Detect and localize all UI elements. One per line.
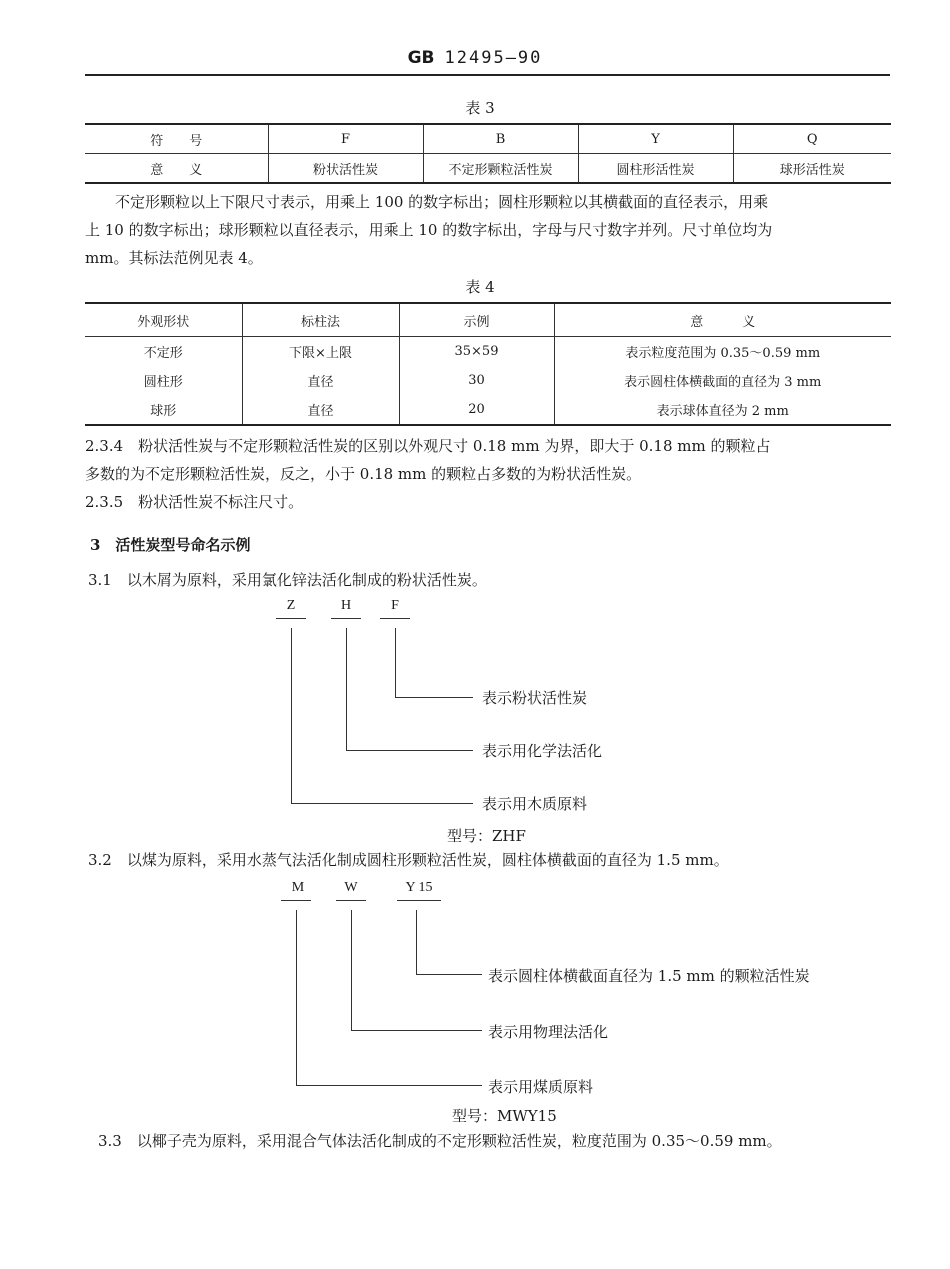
model-mwy15: 型号：MWY15 [452,1107,557,1125]
table-cell: 30 [399,366,554,395]
paragraph-line: 多数的为不定形颗粒活性炭，反之，小于 0.18 mm 的颗粒占多数的为粉状活性炭。 [85,465,642,483]
connector-line [416,974,482,975]
table-cell: 直径 [242,395,399,425]
table-cell: 下限×上限 [242,337,399,367]
table-row [85,366,891,395]
table-cell: 圆柱形活性炭 [578,154,733,184]
table-row [85,154,891,184]
table-cell: Y [578,124,733,154]
table4 [85,302,891,426]
code-letter-w: W [344,880,358,895]
connector-line [296,910,297,1086]
code-letter-m: M [291,880,305,895]
paragraph-line: 不定形颗粒以上下限尺寸表示，用乘上 100 的数字标出；圆柱形颗粒以其横截面的直径表示，用乘 [115,193,769,211]
connector-line [291,803,473,804]
example-3-3-text: 3.3 以椰子壳为原料，采用混合气体法活化制成的不定形颗粒活性炭，粒度范围为 0.35～0.59 mm。 [98,1132,782,1150]
example-3-2-text: 3.2 以煤为原料，采用水蒸气法活化制成圆柱形颗粒活性炭，圆柱体横截面的直径为 1.5 mm。 [88,851,729,869]
meaning-powder: 表示粉状活性炭 [482,689,588,707]
column-header: 外观形状 [85,303,242,337]
standard-number: 12495—90 [444,48,543,68]
code-letter-h: H [340,598,352,613]
table-cell: B [423,124,578,154]
table-cell: 不定形 [85,337,242,367]
underline [331,618,361,619]
table-row [85,124,891,154]
table-row [85,337,891,367]
column-header: 示例 [399,303,554,337]
table-cell: 表示球体直径为 2 mm [656,404,789,419]
column-header: 标柱法 [242,303,399,337]
code-letter-z: Z [286,598,296,613]
meaning-chemical-activation: 表示用化学法活化 [482,742,603,760]
table-cell: 表示粒度范围为 0.35～0.59 mm [625,346,821,361]
meaning-coal-material: 表示用煤质原料 [488,1078,594,1096]
table-cell: Q [733,124,891,154]
table-row [85,395,891,425]
table-cell: 35×59 [399,337,554,367]
model-zhf: 型号：ZHF [447,827,526,845]
size-notation-paragraph [85,188,895,272]
table-cell: 表示圆柱体横截面的直径为 3 mm [624,375,822,390]
table-cell: F [268,124,423,154]
table3 [85,123,891,184]
meaning-wood-material: 表示用木质原料 [482,795,588,813]
connector-line [346,750,473,751]
connector-line [296,1085,482,1086]
underline [336,900,366,901]
paragraph-line: mm。其标法范例见表 4。 [85,249,263,267]
connector-line [346,628,347,751]
code-letter-y15: Y 15 [405,880,433,895]
clause-2-3-5: 2.3.5 粉状活性炭不标注尺寸。 [85,493,304,511]
connector-line [291,628,292,804]
paragraph-line: 2.3.4 粉状活性炭与不定形颗粒活性炭的区别以外观尺寸 0.18 mm 为界，即大于 0.18 mm 的颗粒占 [85,437,771,455]
connector-line [416,910,417,975]
connector-line [351,1030,482,1031]
example-3-1-text: 3.1 以木屑为原料，采用氯化锌法活化制成的粉状活性炭。 [88,571,487,589]
underline [281,900,311,901]
clause-2-3-4 [85,432,895,488]
page-header [0,48,950,68]
connector-line [395,697,473,698]
table-cell: 圆柱形 [85,366,242,395]
table-cell: 20 [399,395,554,425]
paragraph-line: 上 10 的数字标出；球形颗粒以直径表示，用乘上 10 的数字标出，字母与尺寸数字并列。尺寸单位均为 [85,221,773,239]
meaning-cylinder-diameter: 表示圆柱体横截面直径为 1.5 mm 的颗粒活性炭 [488,967,810,985]
table-header-row [85,303,891,337]
header-rule [85,74,890,76]
underline [276,618,306,619]
connector-line [351,910,352,1031]
table-cell: 不定形颗粒活性炭 [423,154,578,184]
underline [380,618,410,619]
table-cell: 直径 [242,366,399,395]
table-cell: 球形活性炭 [779,162,845,178]
table4-caption: 表 4 [465,278,495,296]
connector-line [395,628,396,698]
table-cell: 意 义 [85,154,268,184]
table-cell: 球形 [85,395,242,425]
code-letter-f: F [391,598,399,613]
standard-prefix: GB [407,48,435,68]
column-header: 意 义 [554,303,891,337]
underline [397,900,441,901]
table3-caption: 表 3 [465,99,495,117]
table-cell: 符 号 [85,124,268,154]
table-cell: 粉状活性炭 [268,154,423,184]
section-3-title: 3 活性炭型号命名示例 [90,536,251,554]
meaning-physical-activation: 表示用物理法活化 [488,1023,609,1041]
